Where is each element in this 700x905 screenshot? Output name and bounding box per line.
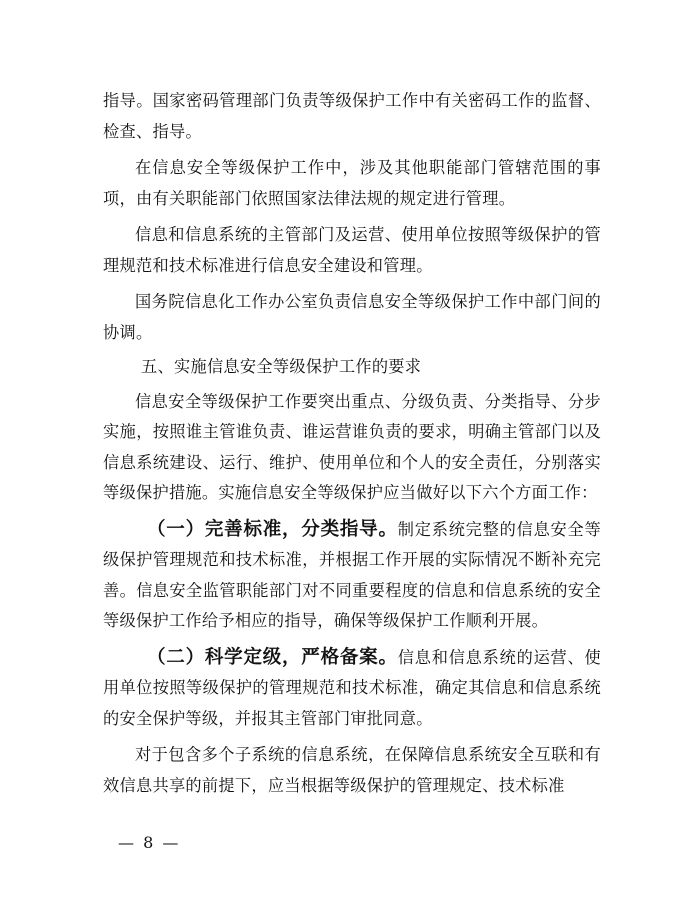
paragraph-section-intro: 信息安全等级保护工作要突出重点、分级负责、分类指导、分步实施，按照谁主管谁负责、谁运营谁负责的要求，明确主管部门以及信息系统建设、运行、维护、使用单位和个人的安全责任，分别落实等级保护措施。实施信息安全等级保护应当做好以下六个方面工作：	[103, 391, 601, 502]
document-body	[103, 86, 601, 801]
paragraph-competent-departments: 信息和信息系统的主管部门及运营、使用单位按照等级保护的管理规范和技术标准进行信息安全建设和管理。	[103, 225, 601, 275]
item-heading-grading: （二）科学定级，严格备案。	[147, 646, 398, 668]
paragraph-other-departments: 在信息安全等级保护工作中，涉及其他职能部门管辖范围的事项，由有关职能部门依照国家法律法规的规定进行管理。	[103, 158, 601, 208]
list-item-standards	[103, 515, 601, 637]
item-body-standards: 制定系统完整的信息安全等级保护管理规范和技术标准，并根据工作开展的实际情况不断补充完善。信息安全监管职能部门对不同重要程度的信息和信息系统的安全等级保护工作给予相应的指导，确保等级保护工作顺利开展。	[103, 519, 601, 630]
list-item-grading	[103, 643, 601, 735]
item-body-grading: 信息和信息系统的运营、使用单位按照等级保护的管理规范和技术标准，确定其信息和信息系统的安全保护等级，并报其主管部门审批同意。	[103, 647, 601, 728]
page-number: — 8 —	[118, 833, 181, 852]
paragraph-password-supervision: 指导。国家密码管理部门负责等级保护工作中有关密码工作的监督、检查、指导。	[103, 91, 601, 141]
item-heading-standards: （一）完善标准，分类指导。	[147, 518, 398, 540]
paragraph-subsystems: 对于包含多个子系统的信息系统，在保障信息系统安全互联和有效信息共享的前提下，应当根据等级保护的管理规定、技术标准	[103, 745, 601, 795]
section-heading: 五、实施信息安全等级保护工作的要求	[141, 357, 422, 376]
paragraph-state-council-office: 国务院信息化工作办公室负责信息安全等级保护工作中部门间的协调。	[103, 292, 601, 342]
